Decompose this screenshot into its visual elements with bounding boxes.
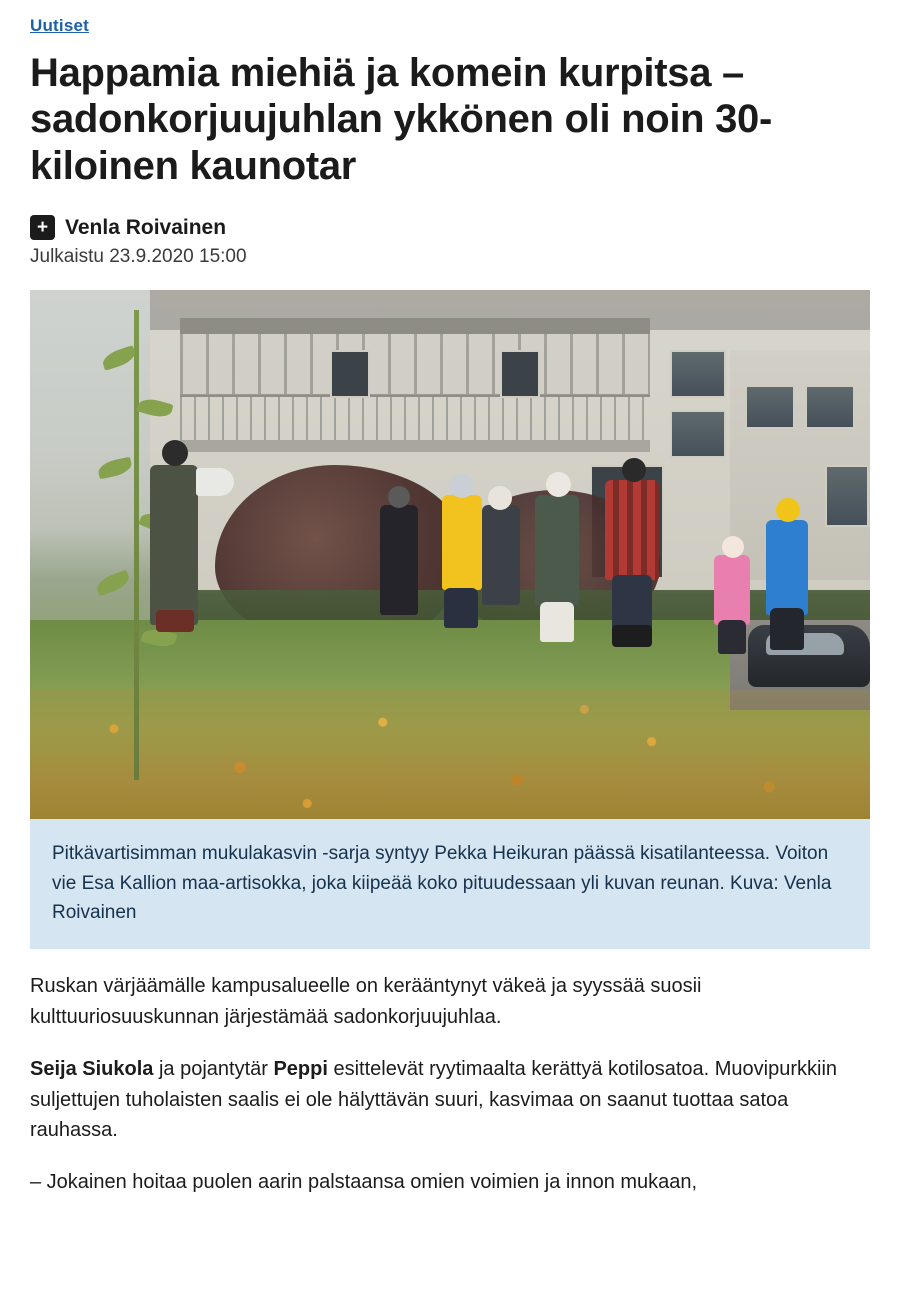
- photo-person-head: [622, 458, 646, 482]
- paragraph-bold-run: Peppi: [273, 1058, 328, 1081]
- paragraph-run: ja pojantytär: [153, 1058, 274, 1081]
- byline: [30, 215, 870, 240]
- photo-window: [330, 350, 370, 398]
- photo-person-head: [546, 472, 571, 497]
- photo-megaphone: [196, 468, 234, 496]
- photo-person-head: [488, 486, 512, 510]
- published-timestamp: Julkaistu 23.9.2020 15:00: [30, 246, 247, 268]
- image-caption: Pitkävartisimman mukulakasvin -sarja syntyy Pekka Heikuran päässä kisatilanteessa. Voiton vie Esa Kallion maa-artisokka, joka kiipeää koko pituudessaan yli kuvan reunan. Kuva: Venla Roivainen: [30, 819, 870, 949]
- photo-person-plaid-shirt: [605, 480, 659, 580]
- photo-window: [500, 350, 540, 398]
- photo-child-hat: [776, 498, 800, 522]
- article-body: [30, 971, 870, 1197]
- photo-canopy: [180, 334, 650, 397]
- photo-person-with-megaphone: [150, 465, 198, 625]
- article-paragraph: [30, 971, 870, 1032]
- photo-person-head: [162, 440, 188, 466]
- photo-child-legs: [718, 620, 746, 654]
- paragraph-run: – Jokainen hoitaa puolen aarin palstaansa omien voimien ja innon mukaan,: [30, 1171, 698, 1194]
- article-figure: [30, 290, 870, 949]
- photo-window: [670, 350, 726, 398]
- photo-person-boots: [156, 610, 194, 632]
- photo-person: [482, 505, 520, 605]
- photo-person-yellow-jacket: [442, 495, 482, 590]
- author-name: Venla Roivainen: [65, 215, 227, 239]
- article-paragraph: [30, 1054, 870, 1145]
- photo-window: [670, 410, 726, 458]
- photo-window: [825, 465, 869, 527]
- photo-person-legs: [540, 602, 574, 642]
- photo-balcony-slab: [180, 440, 650, 452]
- photo-person-head: [388, 486, 410, 508]
- photo-railing: [180, 395, 650, 445]
- article-photo: [30, 290, 870, 819]
- photo-child-blue-jacket: [766, 520, 808, 615]
- photo-person-green-coat: [535, 495, 579, 605]
- photo-person-legs: [612, 575, 652, 630]
- section-kicker-link[interactable]: Uutiset: [30, 16, 90, 35]
- photo-person-boots: [612, 625, 652, 647]
- photo-person-legs: [444, 588, 478, 628]
- photo-child-legs: [770, 608, 804, 650]
- photo-child-pink-jacket: [714, 555, 750, 625]
- paragraph-bold-run: Seija Siukola: [30, 1058, 154, 1081]
- article-paragraph: [30, 1167, 870, 1197]
- photo-person: [380, 505, 418, 615]
- photo-window: [745, 385, 795, 429]
- photo-plant-stem: [134, 310, 139, 780]
- paragraph-run: esittelevät ryytimaalta kerättyä kotilosatoa. Muovipurkkiin suljettujen tuholaisten saalis ei ole hälyttävän suuri, kasvimaa on saanut tuottaa satoa rauhassa.: [30, 1058, 838, 1142]
- paragraph-run: Ruskan värjäämälle kampusalueelle on kerääntynyt väkeä ja syyssää suosii kulttuuriosuuskunnan järjestämää sadonkorjuujuhlaa.: [30, 975, 702, 1028]
- plus-badge-icon: +: [30, 215, 55, 240]
- photo-child-head: [722, 536, 744, 558]
- page-title: Happamia miehiä ja komein kurpitsa – sadonkorjuujuhlan ykkönen oli noin 30-kiloinen kaunotar: [30, 51, 773, 188]
- photo-roofline: [180, 318, 650, 334]
- photo-person-head: [450, 474, 474, 498]
- photo-window: [805, 385, 855, 429]
